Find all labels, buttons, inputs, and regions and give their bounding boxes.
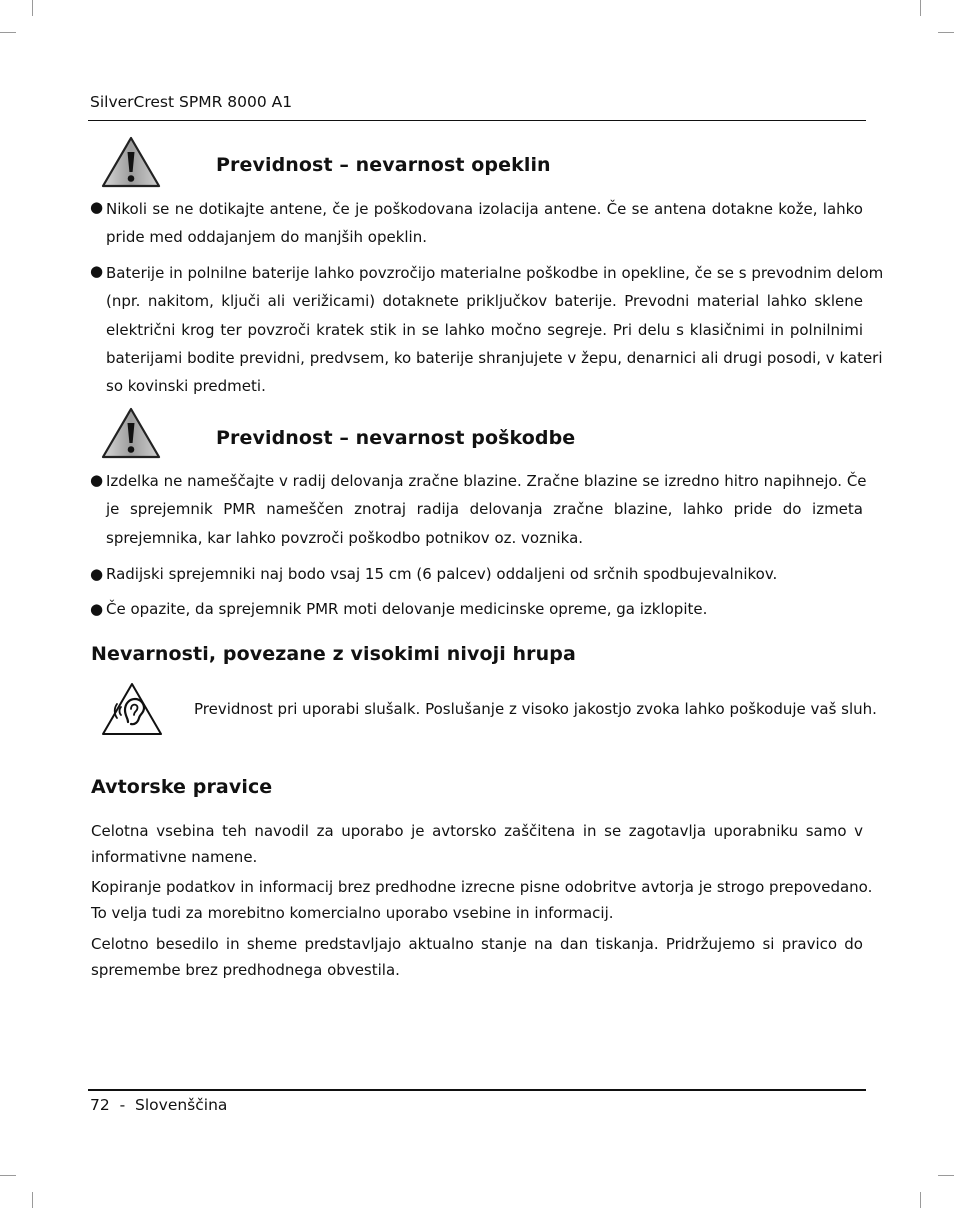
crop-mark [920,1192,921,1208]
page-footer: 72 - Slovenščina [90,1096,228,1114]
section-title-injury: Previdnost – nevarnost poškodbe [216,427,576,449]
bullet-marker: ● [90,565,104,583]
crop-mark [0,1175,16,1176]
bullet-marker: ● [90,600,104,618]
section-title-copyright: Avtorske pravice [91,776,273,798]
header-rule [88,120,866,121]
running-header: SilverCrest SPMR 8000 A1 [90,93,293,111]
burn-bullet-2: Baterije in polnilne baterije lahko povzročijo materialne poškodbe in opekline, če se s prevodnim delom (npr. nakitom, ključi ali verižicami) dotaknete priključkov baterije. Prevodni material lahko sklene električni krog ter povzroči kratek stik in se lahko močno segreje. Pri delu s klasičnimi in polnilnimi baterijami bodite previdni, predvsem, ko baterije shranjujete v žepu, denarnici ali drugi posodi, v kateri so kovinski predmeti. [106,264,884,396]
noise-warning-text: Previdnost pri uporabi slušalk. Poslušanje z visoko jakostjo zvoka lahko poškoduje vaš sluh. [194,700,877,718]
copyright-paragraph-2: Kopiranje podatkov in informacij brez predhodne izrecne pisne odobritve avtorja je strogo prepovedano. To velja tudi za morebitno komercialno uporabo vsebine in informacij. [91,878,873,922]
crop-mark [920,0,921,16]
footer-rule [88,1089,866,1091]
copyright-paragraph-3: Celotno besedilo in sheme predstavljajo aktualno stanje na dan tiskanja. Pridržujemo si pravico do spremembe brez predhodnega obvestila. [91,935,863,979]
injury-bullet-3: Če opazite, da sprejemnik PMR moti delovanje medicinske opreme, ga izklopite. [106,600,708,618]
injury-bullet-2: Radijski sprejemniki naj bodo vsaj 15 cm (6 palcev) oddaljeni od srčnih spodbujevalnikov. [106,565,778,583]
hearing-damage-icon [101,682,163,736]
injury-bullet-1: Izdelka ne nameščajte v radij delovanja zračne blazine. Zračne blazine se izredno hitro napihnejo. Če je sprejemnik PMR nameščen znotraj radija delovanja zračne blazine, lahko pride do izmeta sprejemnika, kar lahko povzroči poškodbo potnikov oz. voznika. [106,472,867,547]
crop-mark [32,1192,33,1208]
crop-mark [0,32,16,33]
warning-triangle-icon [101,136,161,188]
crop-mark [938,1175,954,1176]
copyright-paragraph-1: Celotna vsebina teh navodil za uporabo je avtorsko zaščitena in se zagotavlja uporabniku samo v informativne namene. [91,822,863,866]
section-title-noise: Nevarnosti, povezane z visokimi nivoji hrupa [91,643,576,665]
warning-triangle-icon [101,407,161,459]
crop-mark [32,0,33,16]
bullet-marker: ● [90,471,104,489]
section-title-burns: Previdnost – nevarnost opeklin [216,154,551,176]
crop-mark [938,32,954,33]
bullet-marker: ● [90,198,104,216]
bullet-marker: ● [90,262,104,280]
burn-bullet-1: Nikoli se ne dotikajte antene, če je poškodovana izolacija antene. Če se antena dotakne kože, lahko pride med oddajanjem do manjših opeklin. [106,200,863,247]
